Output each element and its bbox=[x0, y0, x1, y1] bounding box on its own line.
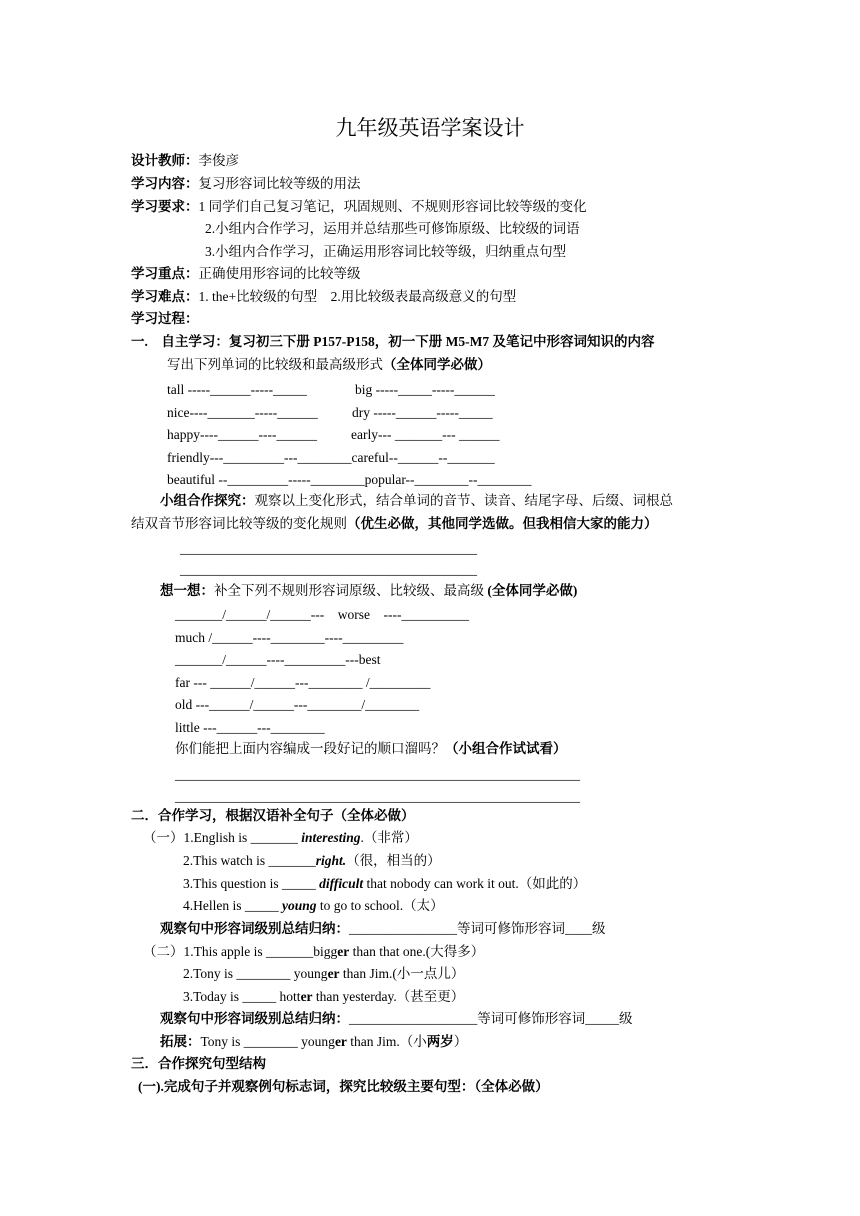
group-1-label: （一） bbox=[143, 830, 184, 845]
sentence-a2-post: （很，相当的） bbox=[346, 853, 441, 868]
sentence-b3-pre: 3.Today is _____ hott bbox=[183, 989, 301, 1004]
word-nice: nice----_______-----______ bbox=[167, 405, 318, 420]
key-point-label: 学习重点： bbox=[131, 266, 199, 281]
sentence-b3-emphasis: er bbox=[300, 989, 313, 1004]
sentence-a3-pre: 3.This question is _____ bbox=[183, 876, 320, 891]
section-2-heading bbox=[131, 807, 415, 825]
requirement-1: 1 同学们自己复习笔记，巩固规则、不规则形容词比较等级的变化 bbox=[198, 199, 587, 214]
irregular-row-best: _______/______----_________---best bbox=[175, 652, 381, 667]
sentence-b1-emphasis: er bbox=[337, 944, 350, 959]
sentence-a3-post: that nobody can work it out.（如此的） bbox=[363, 876, 587, 891]
observe-label-1: 观察句中形容词级别总结归纳： bbox=[160, 921, 349, 936]
section-3-subheading bbox=[138, 1078, 549, 1096]
extension-end: ） bbox=[453, 1034, 468, 1049]
group-work-label: 小组合作探究： bbox=[160, 493, 255, 508]
group-work-text: 观察以上变化形式，结合单词的音节、读音、结尾字母、后缀、词根总 bbox=[254, 493, 673, 508]
word-tall: tall -----______-----_____ bbox=[167, 382, 307, 397]
section-1-intro bbox=[167, 356, 491, 374]
requirement-line-3: 3.小组内合作学习，正确运用形容词比较等级，归纳重点句型 bbox=[205, 244, 567, 259]
difficulty-line bbox=[131, 288, 516, 306]
rhyme-bold: （小组合作试试看） bbox=[445, 741, 567, 756]
page-title: 九年级英语学案设计 bbox=[335, 116, 525, 140]
sentence-b2-emphasis: er bbox=[327, 966, 340, 981]
sentence-b2-post: than Jim.(小一点儿） bbox=[339, 966, 465, 981]
answer-blank-4: ____________________________________________________________ bbox=[175, 789, 580, 804]
group-1-line-4 bbox=[183, 897, 444, 915]
section-1-heading bbox=[131, 333, 654, 351]
intro-bold: （全体同学必做） bbox=[383, 357, 491, 372]
sentence-a4-pre: 4.Hellen is _____ bbox=[183, 898, 282, 913]
teacher-line bbox=[131, 152, 239, 170]
key-point-text: 正确使用形容词的比较等级 bbox=[198, 266, 361, 281]
section-2-heading-text: 二．合作学习，根据汉语补全句子（全体必做） bbox=[131, 808, 415, 823]
word-big: big -----_____-----______ bbox=[355, 382, 495, 397]
think-line bbox=[160, 582, 577, 600]
group-1-line-3 bbox=[183, 875, 586, 893]
group-2-line-2 bbox=[183, 965, 464, 983]
intro-text: 写出下列单词的比较级和最高级形式 bbox=[167, 357, 383, 372]
difficulty-label: 学习难点： bbox=[131, 289, 199, 304]
answer-blank-2: ____________________________________________ bbox=[180, 562, 477, 577]
think-label: 想一想： bbox=[160, 583, 214, 598]
think-text: 补全下列不规则形容词原级、比较级、最高级 bbox=[214, 583, 484, 598]
sentence-b3-post: than yesterday.（甚至更） bbox=[312, 989, 465, 1004]
section-3-heading bbox=[131, 1055, 266, 1073]
irregular-row-old: old ---______/______---________/________ bbox=[175, 697, 420, 712]
difficulty-text: 1. the+比较级的句型 2.用比较级表最高级意义的句型 bbox=[198, 289, 517, 304]
observe-text-1: ________________等词可修饰形容词____级 bbox=[349, 921, 606, 936]
teacher-name: 李俊彦 bbox=[198, 153, 239, 168]
group-1-line-2 bbox=[183, 852, 441, 870]
word-early: early--- _______--- ______ bbox=[351, 427, 500, 442]
rhyme-text: 你们能把上面内容编成一段好记的顺口溜吗？ bbox=[175, 741, 445, 756]
observe-line-1 bbox=[160, 920, 606, 938]
requirement-line-2: 2.小组内合作学习，运用并总结那些可修饰原级、比较级的词语 bbox=[205, 221, 580, 236]
sentence-b2-pre: 2.Tony is ________ young bbox=[183, 966, 328, 981]
group-2-label: （二） bbox=[143, 944, 184, 959]
word-friendly-careful: friendly---_________---________careful--______--_______ bbox=[167, 450, 495, 465]
observe-line-2 bbox=[160, 1010, 633, 1028]
extension-bold: 两岁 bbox=[426, 1034, 454, 1049]
observe-label-2: 观察句中形容词级别总结归纳： bbox=[160, 1011, 349, 1026]
sentence-a4-post: to go to school.（太） bbox=[316, 898, 444, 913]
irregular-row-1: _______/______/______--- worse ----__________ bbox=[175, 607, 469, 622]
word-dry: dry -----______-----_____ bbox=[352, 405, 493, 420]
irregular-row-much: much /______----________----_________ bbox=[175, 630, 404, 645]
sentence-a1-post: .（非常） bbox=[360, 830, 418, 845]
extension-post: than Jim.（小 bbox=[346, 1034, 427, 1049]
extension-line bbox=[160, 1033, 467, 1051]
sentence-a4-emphasis: young bbox=[282, 898, 317, 913]
content-line bbox=[131, 175, 361, 193]
process-label bbox=[131, 310, 199, 328]
group-work-line-2 bbox=[131, 515, 658, 533]
requirement-line-1 bbox=[131, 198, 587, 216]
sentence-a2-pre: 2.This watch is _______ bbox=[183, 853, 316, 868]
group-work-text-2: 结双音节形容词比较等级的变化规则 bbox=[131, 516, 347, 531]
word-happy: happy----______----______ bbox=[167, 427, 317, 442]
sentence-b1-post: than that one.(大得多） bbox=[349, 944, 485, 959]
group-work-bold: （优生必做，其他同学选做。但我相信大家的能力） bbox=[347, 516, 658, 531]
word-beautiful-popular: beautiful --_________-----________popular--________--________ bbox=[167, 472, 532, 487]
irregular-row-far: far --- ______/______---________ /_________ bbox=[175, 675, 431, 690]
extension-emphasis: er bbox=[334, 1034, 347, 1049]
answer-blank-1: ____________________________________________ bbox=[180, 541, 477, 556]
group-2-line-1 bbox=[143, 943, 484, 961]
group-2-line-3 bbox=[183, 988, 464, 1006]
requirement-label: 学习要求： bbox=[131, 199, 199, 214]
key-point-line bbox=[131, 265, 361, 283]
section-1-heading-text: 一. 自主学习：复习初三下册 P157-P158，初一下册 M5-M7 及笔记中形容词知识的内容 bbox=[131, 334, 655, 349]
sentence-a1-emphasis: interesting bbox=[301, 830, 361, 845]
observe-text-2: ___________________等词可修饰形容词_____级 bbox=[349, 1011, 633, 1026]
section-3-heading-text: 三．合作探究句型结构 bbox=[131, 1056, 266, 1071]
group-work-line-1 bbox=[160, 492, 673, 510]
section-3-subheading-text: (一).完成句子并观察例句标志词，探究比较级主要句型：（全体必做） bbox=[138, 1079, 549, 1094]
content-label: 学习内容： bbox=[131, 176, 199, 191]
rhyme-line bbox=[175, 740, 567, 758]
extension-pre: Tony is ________ young bbox=[200, 1034, 335, 1049]
group-1-line-1 bbox=[143, 829, 418, 847]
irregular-row-little: little ---______---________ bbox=[175, 720, 325, 735]
sentence-a3-emphasis: difficult bbox=[319, 876, 364, 891]
answer-blank-3: ____________________________________________________________ bbox=[175, 767, 580, 782]
sentence-b1-pre: 1.This apple is _______bigg bbox=[183, 944, 338, 959]
sentence-a2-emphasis: right. bbox=[315, 853, 347, 868]
sentence-a1-pre: 1.English is _______ bbox=[183, 830, 302, 845]
think-bold: (全体同学必做) bbox=[487, 583, 578, 598]
content-text: 复习形容词比较等级的用法 bbox=[198, 176, 361, 191]
teacher-label: 设计教师： bbox=[131, 153, 199, 168]
extension-label: 拓展： bbox=[160, 1034, 201, 1049]
process-label-text: 学习过程： bbox=[131, 311, 199, 326]
